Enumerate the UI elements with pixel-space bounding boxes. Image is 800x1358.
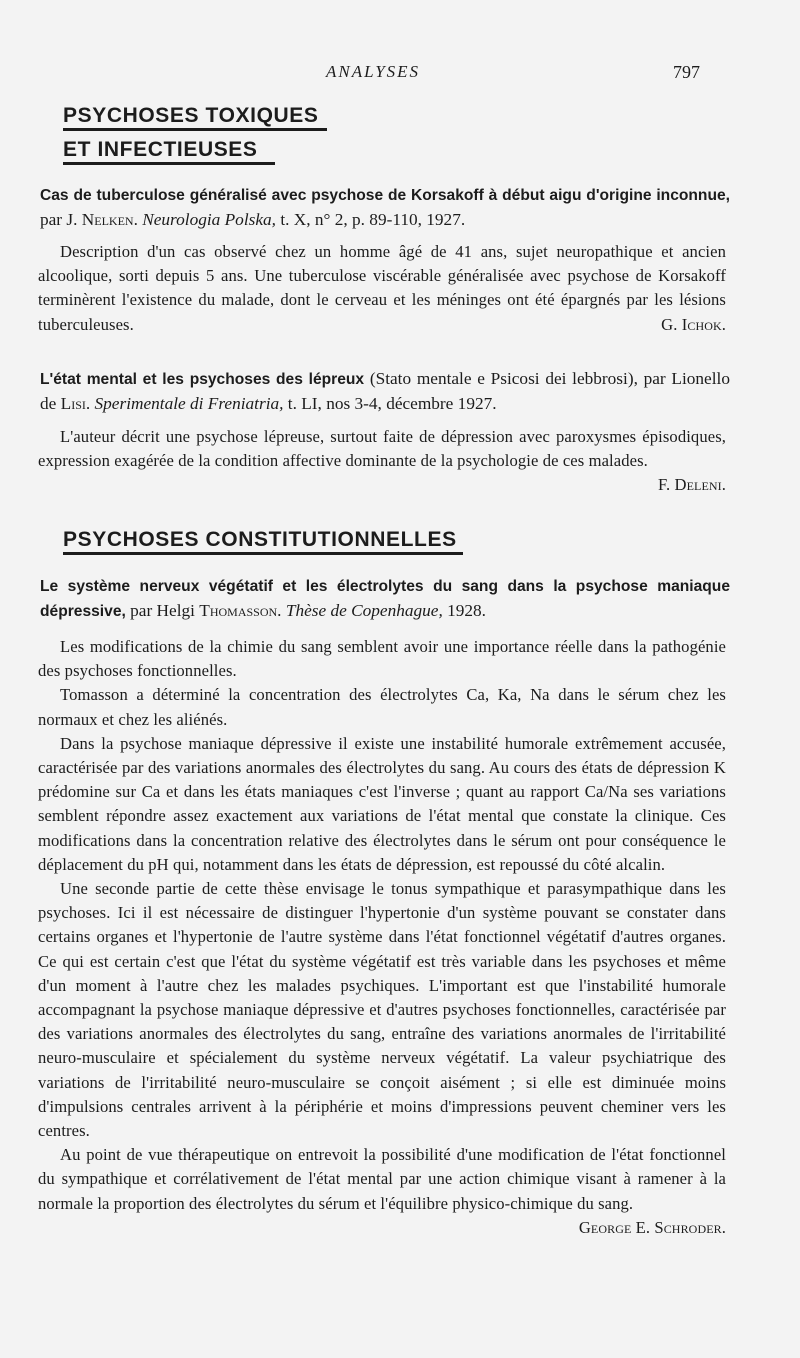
article-2-heading <box>40 367 730 416</box>
running-title: ANALYSES <box>326 62 421 81</box>
article-2-text: L'auteur décrit une psychose lépreuse, surtout faite de dépression avec paroxysmes épisodiques, expression exagérée de la condition affective dominante de la psychologie de ces malades. <box>38 427 726 471</box>
article-3-journal: Thèse de Copenhague, <box>285 601 443 620</box>
article-3-paragraph: Tomasson a déterminé la concentration des électrolytes Ca, Ka, Na dans le sérum chez les normaux et chez les aliénés. <box>38 685 726 729</box>
article-2-subtitle: (Stato mentale e Psicosi dei lebbrosi), <box>369 369 638 388</box>
article-3-signature: George E. Schroder. <box>578 1217 726 1237</box>
section-title-line-1: PSYCHOSES TOXIQUES <box>63 104 319 127</box>
article-3-paragraph: Les modifications de la chimie du sang semblent avoir une importance réelle dans la pathogénie des psychoses fonctionnelles. <box>38 637 726 681</box>
section-rule <box>63 552 463 555</box>
article-3-author: Thomasson. <box>199 601 282 620</box>
article-3-title: Le système nerveux végétatif et les électrolytes du sang dans la psychose maniaque dépressive, <box>40 578 730 620</box>
page-number: 797 <box>673 62 700 82</box>
article-2-citation: t. LI, nos 3-4, décembre 1927. <box>287 394 497 413</box>
section-rule <box>63 162 275 165</box>
article-1-body <box>38 240 726 337</box>
article-1-citation: t. X, n° 2, p. 89-110, 1927. <box>280 210 466 229</box>
running-head <box>0 62 800 86</box>
section-title-toxiques <box>63 103 318 129</box>
section-2-title: PSYCHOSES CONSTITUTIONNELLES <box>63 528 457 551</box>
section-title-line-2: ET INFECTIEUSES <box>63 138 258 161</box>
article-3-author-prefix: par Helgi <box>130 601 195 620</box>
article-2-author: Lisi. <box>60 394 91 413</box>
article-1-heading <box>40 183 730 232</box>
article-3-paragraph: Une seconde partie de cette thèse envisage le tonus sympathique et parasympathique dans les psychoses. Ici il est nécessaire de distinguer l'hypertonie d'un système pouvant se constater dans certains organes et l'hypertonie de l'autre système dans l'état fonctionnel végétatif d'autres organes. Ce qui est certain c'est que l'état du système végétatif est très variable dans les psychoses et même d'un moment à l'autre chez les malades psychiques. L'important est que l'instabilité humorale accompagnant la psychose maniaque dépressive et d'autres psychoses fonctionnelles, caractérisée par des variations anormales des électrolytes du sang, entraîne des variations anormales de l'irritabilité neuro-musculaire et spécialement du système nerveux végétatif. La valeur psychiatrique des variations de l'irritabilité neuro-musculaire se conçoit aisément ; si elle est diminuée moins d'impulsions centrales arrivent à la périphérie et moins d'impressions peuvent cheminer vers les centres. <box>38 879 726 1141</box>
section-rule <box>63 128 327 131</box>
article-3-heading <box>40 574 730 624</box>
article-3-citation: 1928. <box>447 601 486 620</box>
article-1-text: Description d'un cas observé chez un homme âgé de 41 ans, sujet neuropathique et ancien alcoolique, sorti depuis 5 ans. Une tuberculose viscérable généralisée avec psychose de Korsakoff terminèrent l'existence du malade, dont le cerveau et les méninges ont été épargnés par les lésions tuberculeuses. <box>38 242 726 334</box>
article-1-author: Nelken. <box>81 210 138 229</box>
article-3-paragraph: Dans la psychose maniaque dépressive il existe une instabilité humorale extrêmement accusée, caractérisée par des variations anormales des électrolytes du sang. Au cours des états de dépression K prédomine sur Ca et dans les états maniaques c'est l'inverse ; quant au rapport Ca/Na ses variations semblent répondre assez exactement aux variations de l'état mental que constate la clinique. Ces modifications dans la concentration relative des électrolytes dans le sérum ont pour conséquence le déplacement du pH qui, notamment dans les états de dépression, est repoussé du côté alcalin. <box>38 733 726 874</box>
article-2-signature: F. Deleni. <box>658 475 726 495</box>
article-1-author-prefix: par J. <box>40 210 78 229</box>
article-1-title: Cas de tuberculose généralisé avec psychose de Korsakoff à début aigu d'origine inconnue, <box>40 187 730 204</box>
article-2-body <box>38 425 726 498</box>
article-1-signature: G. Ichok. <box>661 314 726 334</box>
article-3-body <box>38 635 726 1240</box>
section-title-constitutionnelles <box>63 527 457 553</box>
article-2-title: L'état mental et les psychoses des lépreux <box>40 371 365 388</box>
article-3-paragraph: Au point de vue thérapeutique on entrevoit la possibilité d'une modification de l'état fonctionnel du sympathique et corrélativement de l'état mental par une action chimique visant à ramener à la normale la proportion des électrolytes du sérum et l'équilibre physico-chimique du sang. <box>38 1145 726 1213</box>
article-2-author-prefix: par Lionello de <box>40 369 730 413</box>
article-2-journal: Sperimentale di Freniatria, <box>94 394 284 413</box>
article-1-journal: Neurologia Polska, <box>142 210 276 229</box>
section-title-infectieuses <box>63 137 258 163</box>
